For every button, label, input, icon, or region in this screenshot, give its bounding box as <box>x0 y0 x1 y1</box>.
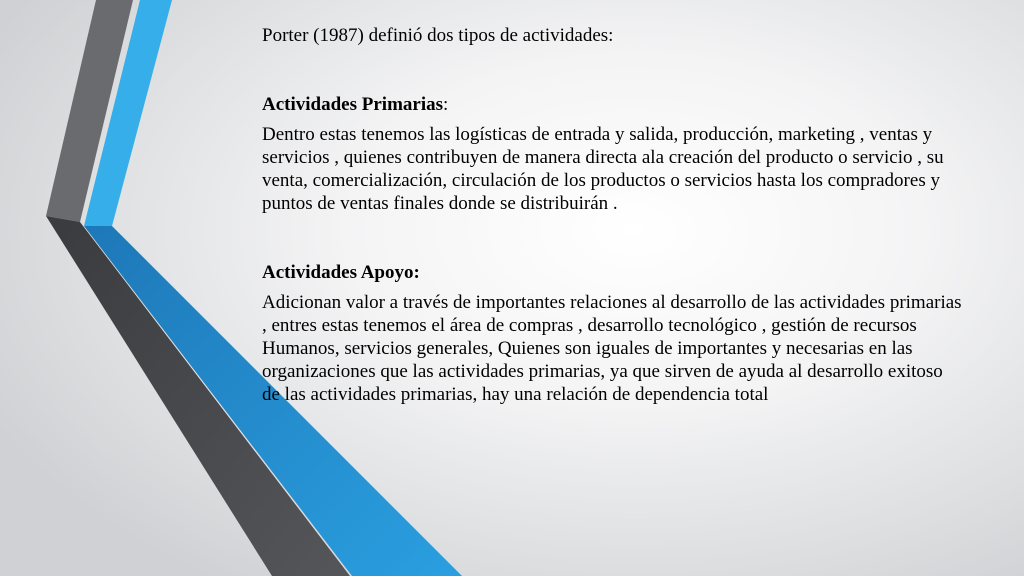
primary-activities-heading <box>262 93 962 116</box>
primary-activities-heading-suffix: : <box>443 94 449 115</box>
support-activities-heading-label: Actividades Apoyo: <box>262 262 420 283</box>
intro-text: Porter (1987) definió dos tipos de actividades: <box>262 25 614 46</box>
support-activities-body: Adicionan valor a través de importantes relaciones al desarrollo de las actividades primarias , entres estas tenemos el área de compras , desarrollo tecnológico , gestión de recursos Humanos, servicios generales, Quienes son iguales de importantes y necesarias en las organizaciones que las actividades primarias, ya que sirven de ayuda al desarrollo exitoso de las actividades primarias, hay una relación de dependencia total <box>262 292 962 405</box>
support-activities-heading <box>262 261 962 284</box>
primary-activities-body: Dentro estas tenemos las logísticas de entrada y salida, producción, marketing , ventas y servicios , quienes contribuyen de manera directa ala creación del producto o servicio , su venta, comercialización, circulación de los productos o servicios hasta los compradores y puntos de ventas finales donde se distribuirán . <box>262 124 944 214</box>
slide-content <box>262 24 962 406</box>
primary-activities-heading-label: Actividades Primarias <box>262 94 444 115</box>
